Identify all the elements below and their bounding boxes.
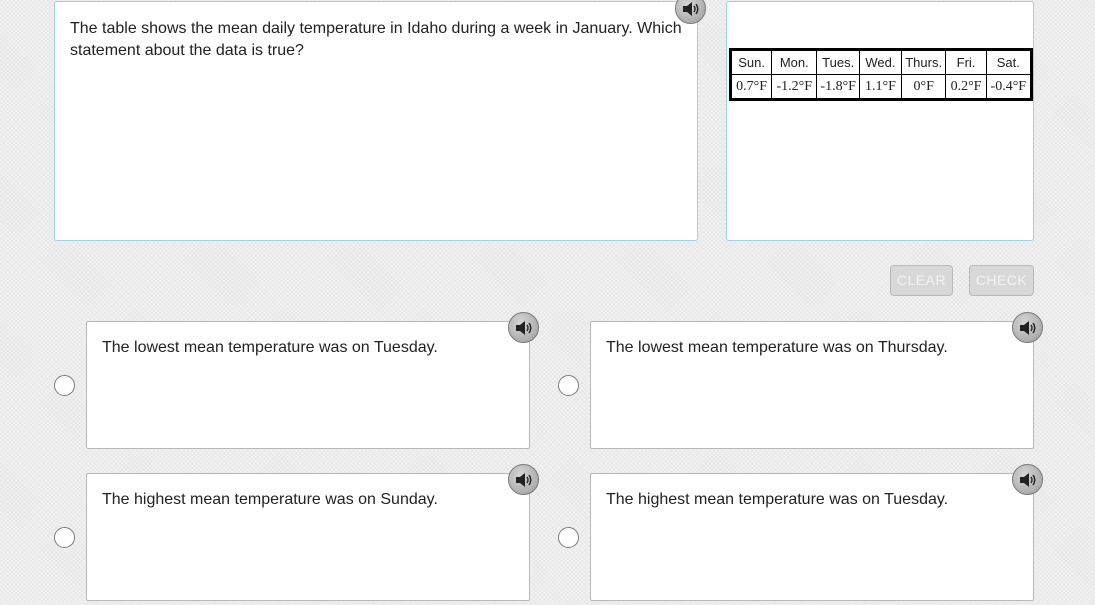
speaker-icon — [1019, 320, 1037, 336]
choice-d[interactable] — [590, 473, 1034, 601]
table-cell: -1.2°F — [772, 75, 817, 100]
table-header-cell: Sun. — [731, 50, 772, 75]
choice-a-radio[interactable] — [54, 375, 75, 396]
table-header-row — [731, 50, 1032, 75]
question-panel — [54, 1, 698, 241]
table-header-cell: Sat. — [986, 50, 1031, 75]
choice-a[interactable] — [86, 321, 530, 449]
table-cell: -0.4°F — [986, 75, 1031, 100]
speaker-icon — [515, 320, 533, 336]
speaker-icon — [515, 472, 533, 488]
table-cell: 0.2°F — [946, 75, 986, 100]
choice-b[interactable] — [590, 321, 1034, 449]
choice-b-text: The lowest mean temperature was on Thursday. — [606, 339, 948, 356]
table-cell: 1.1°F — [860, 75, 902, 100]
choice-a-audio-button[interactable] — [508, 312, 539, 343]
table-header-cell: Wed. — [860, 50, 902, 75]
choice-c-text: The highest mean temperature was on Sunday. — [102, 491, 438, 508]
table-header-cell: Thurs. — [901, 50, 946, 75]
table-row — [731, 75, 1032, 100]
choice-a-text: The lowest mean temperature was on Tuesday. — [102, 339, 438, 356]
table-cell: 0.7°F — [731, 75, 772, 100]
question-audio-button[interactable] — [675, 0, 706, 24]
table-header-cell: Mon. — [772, 50, 817, 75]
stimulus-panel — [726, 1, 1034, 241]
clear-button[interactable]: CLEAR — [890, 265, 953, 296]
speaker-icon — [682, 1, 700, 17]
choice-d-audio-button[interactable] — [1012, 464, 1043, 495]
speaker-icon — [1019, 472, 1037, 488]
choice-c[interactable] — [86, 473, 530, 601]
choice-b-radio[interactable] — [558, 375, 579, 396]
choice-c-radio[interactable] — [54, 527, 75, 548]
choice-c-audio-button[interactable] — [508, 464, 539, 495]
table-cell: 0°F — [901, 75, 946, 100]
question-text: The table shows the mean daily temperature in Idaho during a week in January. Which statement about the data is true? — [70, 20, 682, 59]
table-cell: -1.8°F — [817, 75, 860, 100]
temperature-table — [729, 48, 1033, 101]
check-button[interactable]: CHECK — [969, 265, 1034, 296]
table-header-cell: Tues. — [817, 50, 860, 75]
choice-b-audio-button[interactable] — [1012, 312, 1043, 343]
table-header-cell: Fri. — [946, 50, 986, 75]
choice-d-radio[interactable] — [558, 527, 579, 548]
choice-d-text: The highest mean temperature was on Tuesday. — [606, 491, 949, 508]
